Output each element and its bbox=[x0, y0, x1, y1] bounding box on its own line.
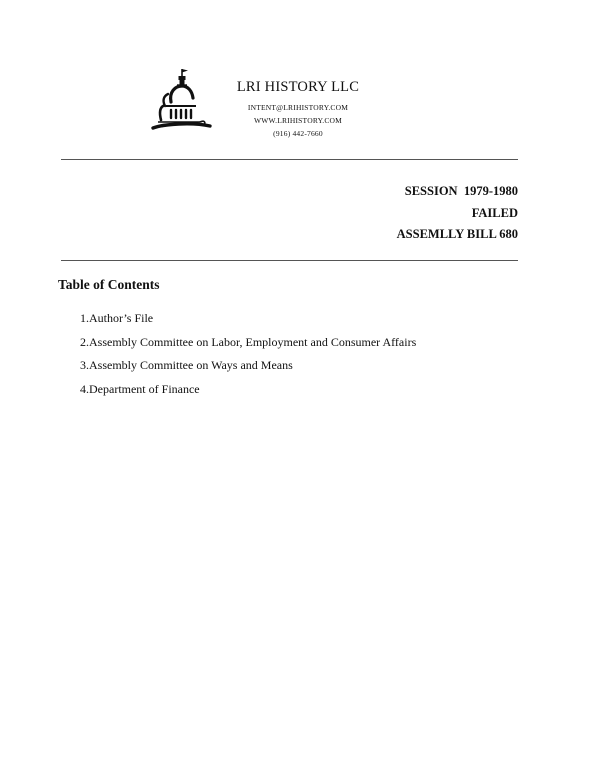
toc-item-number: 4. bbox=[80, 381, 89, 396]
toc-item-number: 3. bbox=[80, 358, 89, 372]
toc-item-label: Department of Finance bbox=[89, 381, 200, 396]
top-divider bbox=[61, 159, 518, 160]
company-phone: (916) 442-7660 bbox=[273, 129, 323, 138]
capitol-dome-icon bbox=[144, 62, 214, 140]
toc-item-label: Author’s File bbox=[89, 311, 154, 325]
company-email[interactable]: INTENT@LRIHISTORY.COM bbox=[247, 103, 349, 112]
bill-number: ASSEMLLY BILL 680 bbox=[396, 227, 518, 241]
company-name: LRI HISTORY LLC bbox=[236, 79, 360, 95]
toc-list bbox=[58, 307, 528, 401]
toc-item-label: Assembly Committee on Ways and Means bbox=[89, 358, 293, 372]
toc-item-number: 1. bbox=[80, 311, 89, 325]
session-label: SESSION 1979-1980 bbox=[404, 184, 518, 198]
bill-info bbox=[397, 181, 518, 246]
company-header bbox=[222, 78, 374, 140]
toc-item[interactable] bbox=[58, 378, 528, 402]
toc-item-label: Assembly Committee on Labor, Employment and Consumer Affairs bbox=[89, 334, 417, 349]
bottom-divider bbox=[61, 260, 518, 261]
company-website[interactable]: WWW.LRIHISTORY.COM bbox=[253, 116, 343, 125]
toc-item[interactable] bbox=[58, 331, 528, 355]
status-label: FAILED bbox=[471, 205, 518, 220]
toc-item-number: 2. bbox=[80, 334, 89, 349]
toc-item[interactable] bbox=[58, 307, 528, 331]
toc-item[interactable] bbox=[58, 354, 528, 378]
toc-heading: Table of Contents bbox=[58, 277, 160, 292]
